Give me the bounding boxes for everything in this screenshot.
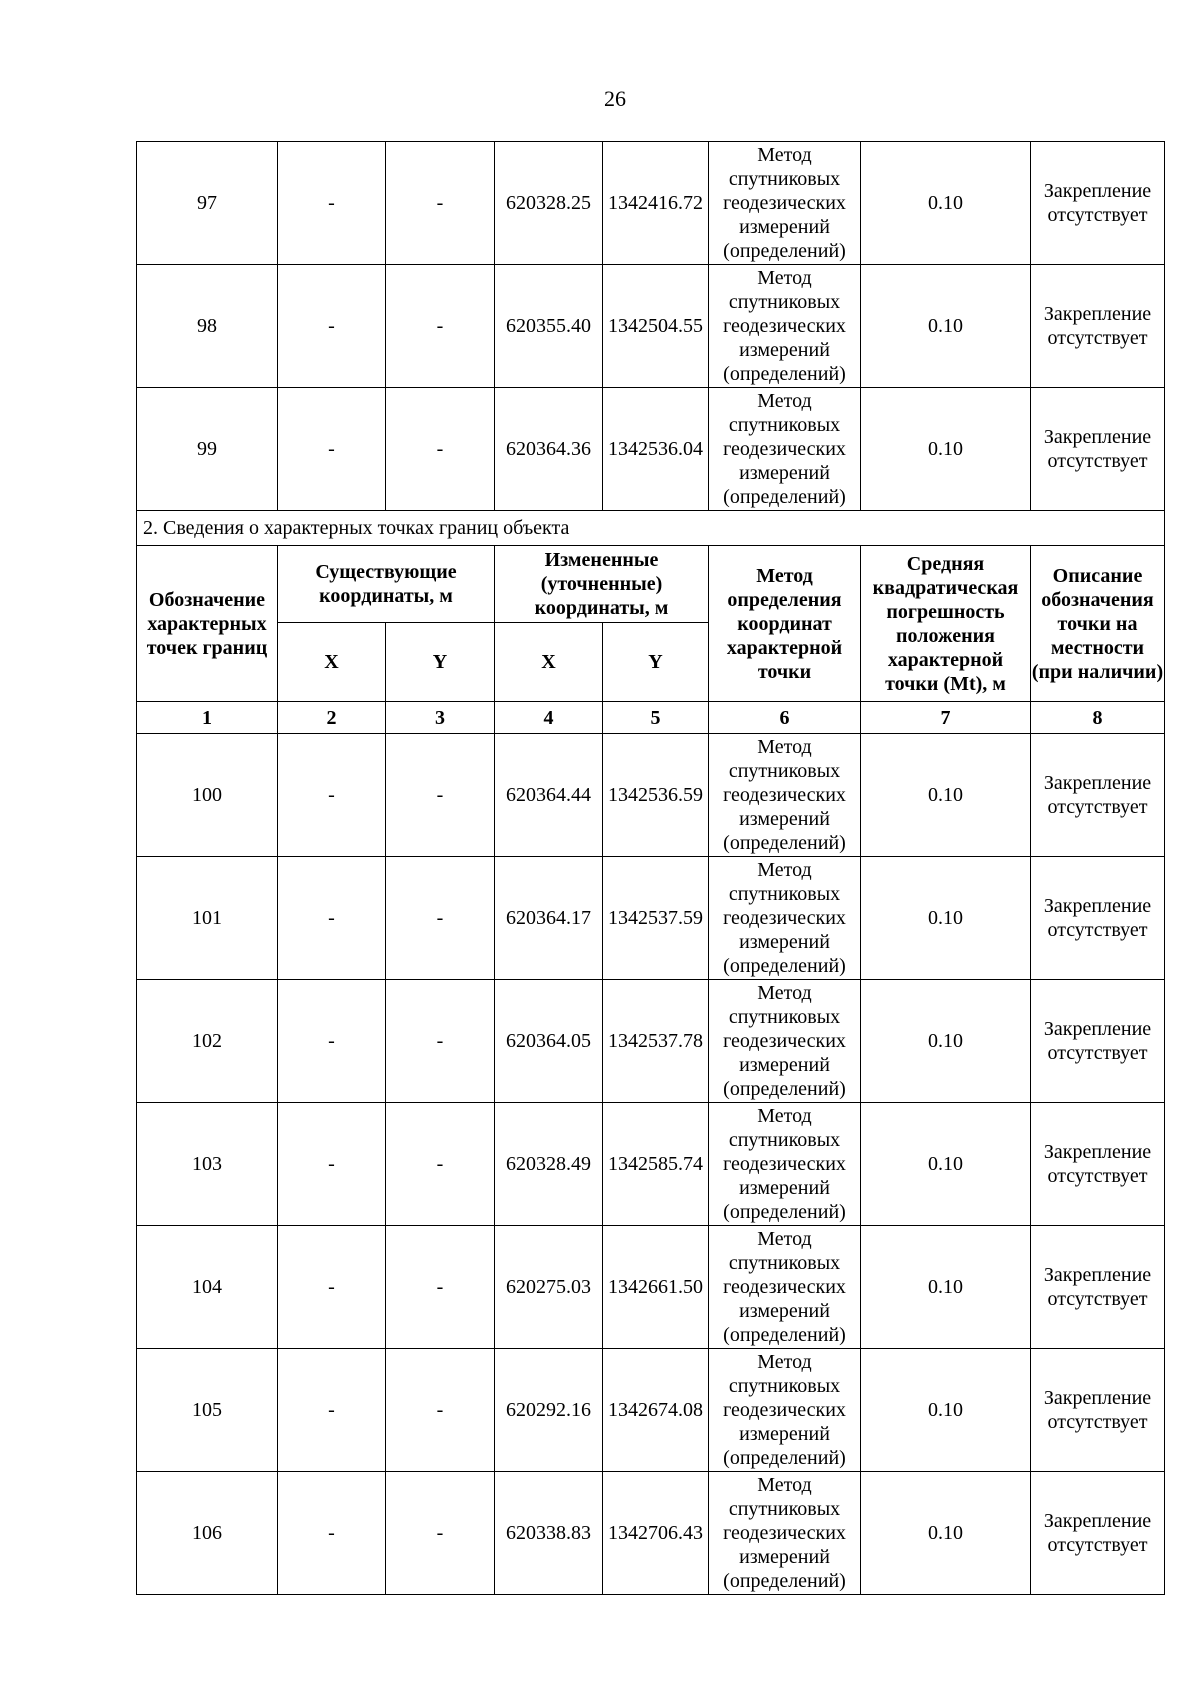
existing-x-cell: -	[278, 857, 386, 980]
y-coordinate-cell: 1342504.55	[603, 265, 709, 388]
column-number: 5	[603, 702, 709, 734]
table-row	[137, 1103, 1165, 1226]
x-coordinate-cell: 620275.03	[495, 1226, 603, 1349]
existing-y-cell: -	[386, 142, 495, 265]
error-cell: 0.10	[861, 142, 1031, 265]
y-coordinate-cell: 1342536.59	[603, 734, 709, 857]
method-cell: Метод спутниковых геодезических измерений (определений)	[709, 1349, 861, 1472]
point-id-cell: 101	[137, 857, 278, 980]
column-number: 1	[137, 702, 278, 734]
x-coordinate-cell: 620355.40	[495, 265, 603, 388]
point-id-cell: 100	[137, 734, 278, 857]
y-coordinate-cell: 1342536.04	[603, 388, 709, 511]
error-cell: 0.10	[861, 1226, 1031, 1349]
column-number: 8	[1031, 702, 1165, 734]
error-cell: 0.10	[861, 265, 1031, 388]
description-cell: Закрепление отсутствует	[1031, 1472, 1165, 1595]
table-row	[137, 1472, 1165, 1595]
x-coordinate-cell: 620364.05	[495, 980, 603, 1103]
existing-y-cell: -	[386, 980, 495, 1103]
existing-x-cell: -	[278, 980, 386, 1103]
y-coordinate-cell: 1342537.78	[603, 980, 709, 1103]
error-cell: 0.10	[861, 388, 1031, 511]
method-cell: Метод спутниковых геодезических измерений (определений)	[709, 265, 861, 388]
y-coordinate-cell: 1342585.74	[603, 1103, 709, 1226]
method-cell: Метод спутниковых геодезических измерений (определений)	[709, 734, 861, 857]
point-id-cell: 102	[137, 980, 278, 1103]
header-existing-x: X	[278, 623, 386, 702]
table-row	[137, 265, 1165, 388]
error-cell: 0.10	[861, 734, 1031, 857]
y-coordinate-cell: 1342416.72	[603, 142, 709, 265]
point-id-cell: 105	[137, 1349, 278, 1472]
existing-y-cell: -	[386, 1472, 495, 1595]
existing-x-cell: -	[278, 1349, 386, 1472]
error-cell: 0.10	[861, 1349, 1031, 1472]
existing-x-cell: -	[278, 1103, 386, 1226]
existing-x-cell: -	[278, 265, 386, 388]
header-existing-y: Y	[386, 623, 495, 702]
column-number: 4	[495, 702, 603, 734]
description-cell: Закрепление отсутствует	[1031, 1103, 1165, 1226]
column-number: 3	[386, 702, 495, 734]
point-id-cell: 103	[137, 1103, 278, 1226]
rows-after	[137, 734, 1165, 1595]
x-coordinate-cell: 620364.17	[495, 857, 603, 980]
existing-x-cell: -	[278, 734, 386, 857]
existing-x-cell: -	[278, 388, 386, 511]
existing-x-cell: -	[278, 1226, 386, 1349]
table-row	[137, 1349, 1165, 1472]
point-id-cell: 97	[137, 142, 278, 265]
header-designation: Обозначение характерных точек границ	[137, 546, 278, 702]
header-changed-y: Y	[603, 623, 709, 702]
point-id-cell: 104	[137, 1226, 278, 1349]
y-coordinate-cell: 1342674.08	[603, 1349, 709, 1472]
error-cell: 0.10	[861, 1103, 1031, 1226]
point-id-cell: 98	[137, 265, 278, 388]
description-cell: Закрепление отсутствует	[1031, 1226, 1165, 1349]
method-cell: Метод спутниковых геодезических измерений (определений)	[709, 980, 861, 1103]
column-number: 7	[861, 702, 1031, 734]
description-cell: Закрепление отсутствует	[1031, 142, 1165, 265]
description-cell: Закрепление отсутствует	[1031, 388, 1165, 511]
description-cell: Закрепление отсутствует	[1031, 980, 1165, 1103]
header-changed-x: X	[495, 623, 603, 702]
point-id-cell: 99	[137, 388, 278, 511]
existing-y-cell: -	[386, 265, 495, 388]
boundary-points-table	[136, 141, 1165, 1595]
x-coordinate-cell: 620338.83	[495, 1472, 603, 1595]
table-row	[137, 734, 1165, 857]
method-cell: Метод спутниковых геодезических измерений (определений)	[709, 857, 861, 980]
point-id-cell: 106	[137, 1472, 278, 1595]
existing-y-cell: -	[386, 1226, 495, 1349]
y-coordinate-cell: 1342537.59	[603, 857, 709, 980]
table-row	[137, 142, 1165, 265]
existing-y-cell: -	[386, 1103, 495, 1226]
rows-before	[137, 142, 1165, 511]
existing-y-cell: -	[386, 734, 495, 857]
column-number: 6	[709, 702, 861, 734]
header-changed-coords: Измененные (уточненные) координаты, м	[495, 546, 709, 623]
error-cell: 0.10	[861, 1472, 1031, 1595]
table-row	[137, 857, 1165, 980]
method-cell: Метод спутниковых геодезических измерений (определений)	[709, 1103, 861, 1226]
existing-y-cell: -	[386, 1349, 495, 1472]
table-row	[137, 388, 1165, 511]
y-coordinate-cell: 1342661.50	[603, 1226, 709, 1349]
header-existing-coords: Существующие координаты, м	[278, 546, 495, 623]
existing-x-cell: -	[278, 142, 386, 265]
page-number: 26	[604, 86, 626, 111]
table-header	[137, 511, 1165, 734]
error-cell: 0.10	[861, 980, 1031, 1103]
table-row	[137, 980, 1165, 1103]
x-coordinate-cell: 620328.25	[495, 142, 603, 265]
header-description: Описание обозначения точки на местности (при наличии)	[1031, 546, 1165, 702]
method-cell: Метод спутниковых геодезических измерений (определений)	[709, 1226, 861, 1349]
method-cell: Метод спутниковых геодезических измерений (определений)	[709, 142, 861, 265]
existing-y-cell: -	[386, 857, 495, 980]
header-method: Метод определения координат характерной точки	[709, 546, 861, 702]
method-cell: Метод спутниковых геодезических измерений (определений)	[709, 388, 861, 511]
method-cell: Метод спутниковых геодезических измерений (определений)	[709, 1472, 861, 1595]
existing-x-cell: -	[278, 1472, 386, 1595]
table-row	[137, 1226, 1165, 1349]
description-cell: Закрепление отсутствует	[1031, 734, 1165, 857]
column-number: 2	[278, 702, 386, 734]
description-cell: Закрепление отсутствует	[1031, 1349, 1165, 1472]
x-coordinate-cell: 620364.44	[495, 734, 603, 857]
header-error: Средняя квадратическая погрешность положения характерной точки (Mt), м	[861, 546, 1031, 702]
error-cell: 0.10	[861, 857, 1031, 980]
section-title: 2. Сведения о характерных точках границ объекта	[137, 511, 1165, 546]
x-coordinate-cell: 620292.16	[495, 1349, 603, 1472]
x-coordinate-cell: 620328.49	[495, 1103, 603, 1226]
description-cell: Закрепление отсутствует	[1031, 857, 1165, 980]
existing-y-cell: -	[386, 388, 495, 511]
y-coordinate-cell: 1342706.43	[603, 1472, 709, 1595]
description-cell: Закрепление отсутствует	[1031, 265, 1165, 388]
x-coordinate-cell: 620364.36	[495, 388, 603, 511]
